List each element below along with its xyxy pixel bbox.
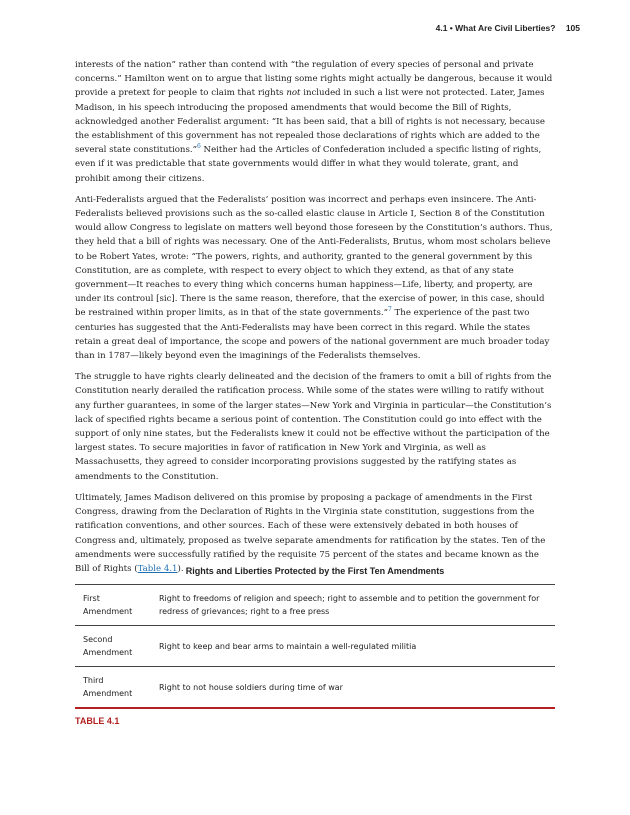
table-title: Rights and Liberties Protected by the First Ten Amendments xyxy=(185,566,445,576)
table-row xyxy=(75,667,555,709)
text-run: The experience of the past two centuries has suggested that the Anti-Federalists may have been correct in this regard. While the states retain a great deal of importance, the scope and powers of the national government are much broader today than in 1787—likely beyond even the imaginings of the Federalists themselves. xyxy=(75,308,550,362)
rights-cell: Right to freedoms of religion and speech; right to assemble and to petition the government for redress of grievances; right to a free press xyxy=(151,585,555,626)
amendment-cell: First Amendment xyxy=(75,585,151,626)
rights-cell: Right to keep and bear arms to maintain a well-regulated militia xyxy=(151,626,555,667)
italic-run: not xyxy=(286,88,301,99)
table-row xyxy=(75,626,555,667)
paragraph-3: The struggle to have rights clearly delineated and the decision of the framers to omit a bill of rights from the Constitution nearly derailed the ratification process. While some of the states were willing to ratify without any further guarantees, in some of the larger states—New York and Virginia in particular—the Constitution’s lack of specified rights became a serious point of contention. The Constitution could go into effect with the support of only nine states, but the Federalists knew it could not be effective without the participation of the largest states. To secure majorities in favor of ratification in New York and Virginia, as well as Massachusetts, they agreed to consider incorporating provisions suggested by the ratifying states as amendments to the Constitution. xyxy=(75,372,552,482)
text-run: Neither had the Articles of Confederation included a specific listing of rights, even if it was predictable that state governments would differ in what they would tolerate, grant, and prohibit among their citizens. xyxy=(75,145,542,184)
text-run: ). xyxy=(177,563,184,574)
table-row xyxy=(75,585,555,626)
rights-cell: Right to not house soldiers during time of war xyxy=(151,667,555,709)
table-reference-link[interactable]: Table 4.1 xyxy=(137,563,178,574)
section-title: 4.1 • What Are Civil Liberties? xyxy=(435,23,556,33)
running-head xyxy=(436,23,580,33)
amendment-cell: Second Amendment xyxy=(75,626,151,667)
amendment-cell: Third Amendment xyxy=(75,667,151,709)
rights-table xyxy=(75,584,555,709)
text-run: interests of the nation” rather than contend with “the regulation of every species of personal and private concerns.” Hamilton went on to argue that listing some rights might actually be dangerous, because it would provide a pretext for people to claim that rights xyxy=(75,60,553,99)
text-run: Anti-Federalists argued that the Federalists’ position was incorrect and perhaps even insincere. The Anti-Federalists believed provisions such as the so-called elastic clause in Article I, Section 8 of the Constitution would allow Congress to legislate on matters well beyond those foreseen by the Constitution’s authors. Thus, they held that a bill of rights was necessary. One of the Anti-Federalists, Brutus, whom most scholars believe to be Robert Yates, wrote: “The powers, rights, and authority, granted to the general government by this Constitution, are as complete, with respect to every object to which they extend, as that of any state government—It reaches to every thing which concerns human happiness—Life, liberty, and property, are under its controul [sic]. There is the same reason, therefore, that the exercise of power, in this case, should be restrained within proper limits, as in that of the state governments.” xyxy=(75,194,553,319)
text-run: included in such a list were not protected. Later, James Madison, in his speech introducing the proposed amendments that would become the Bill of Rights, acknowledged another Federalist argument: “It has been said, that a bill of rights is not necessary, because the establishment of this government has not repealed those declarations of rights which are added to the several state constitutions.” xyxy=(75,88,545,156)
paragraph-4 xyxy=(75,491,555,576)
footnote-ref[interactable]: 7 xyxy=(388,306,392,314)
paragraph-2 xyxy=(75,193,555,363)
page-number: 105 xyxy=(565,23,580,33)
paragraph-1 xyxy=(75,58,555,186)
text-run: Ultimately, James Madison delivered on this promise by proposing a package of amendments in the First Congress, drawing from the Declaration of Rights in the Virginia state constitution, suggestions from the ratification conventions, and other sources. Each of these were extensively debated in both houses of Congress and, ultimately, proposed as twelve separate amendments for ratification by the states. Ten of the amendments were successfully ratified by the requisite 75 percent of the states and became known as the Bill of Rights ( xyxy=(75,492,546,574)
table-label: TABLE 4.1 xyxy=(75,716,120,726)
footnote-ref[interactable]: 6 xyxy=(196,143,201,151)
body-text xyxy=(75,58,555,583)
